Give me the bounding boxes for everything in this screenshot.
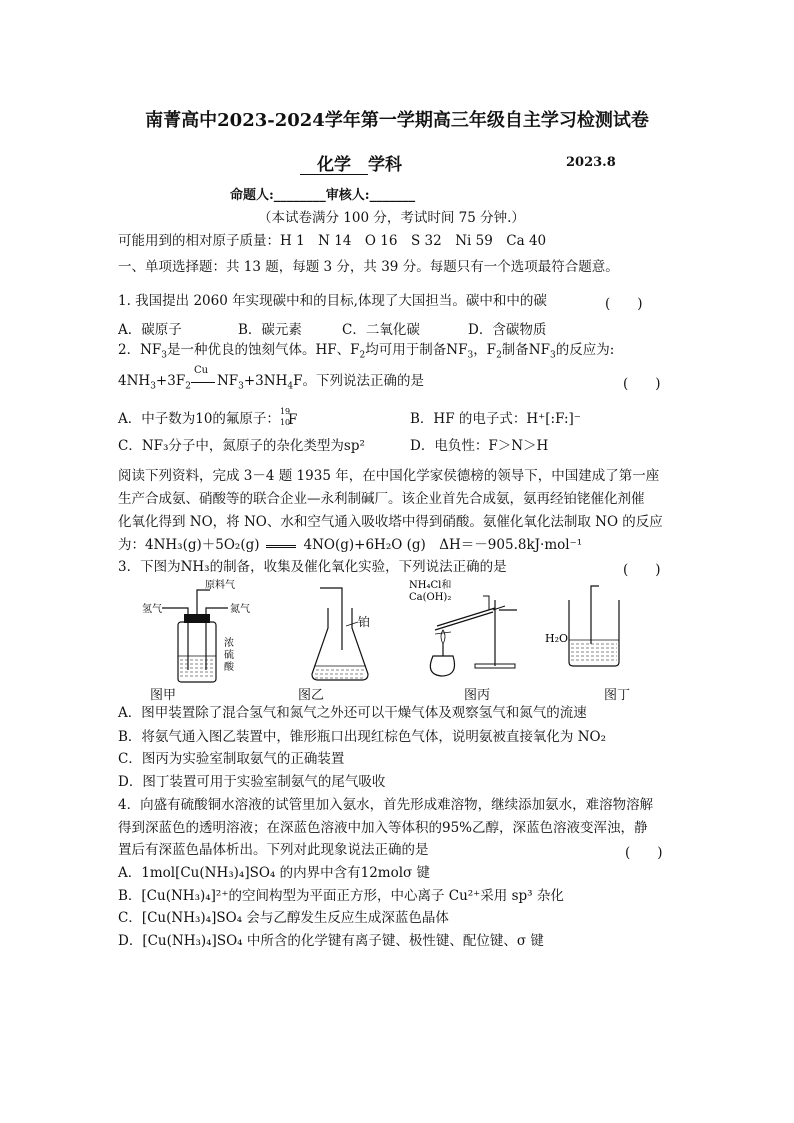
q2-option-c: C．NF₃分子中，氮原子的杂化类型为sp² <box>118 438 365 454</box>
q3-stem: 3．下图为NH₃的制备，收集及催化氧化实验，下列说法正确的是 <box>118 559 507 575</box>
q1-option-b: B．碳元素 <box>238 322 302 338</box>
subject-name: 化学 <box>317 155 351 175</box>
q4-option-c: C．[Cu(NH₃)₄]SO₄ 会与乙醇发生反应生成深蓝色晶体 <box>118 910 449 926</box>
q2-answer-paren: ( ) <box>623 376 661 392</box>
q4-answer-paren: ( ) <box>625 845 663 861</box>
figure-yi <box>300 578 390 688</box>
q4-option-d: D．[Cu(NH₃)₄]SO₄ 中所含的化学键有离子键、极性键、配位键、σ 键 <box>118 933 544 949</box>
passage-line-3: 化氧化得到 NO，将 NO、水和空气通入吸收塔中得到硝酸。氨催化氧化法制取 NO 的反应 <box>118 514 663 530</box>
fig-jia-label-acid3: 酸 <box>224 662 234 673</box>
caption-yi: 图乙 <box>298 688 325 703</box>
caption-jia: 图甲 <box>150 688 177 703</box>
passage-line-2: 生产合成氨、硝酸等的联合企业—永利制碱厂。该企业首先合成氨，氨再经铂铑催化剂催 <box>118 491 645 507</box>
q1-answer-paren: ( ) <box>605 296 643 312</box>
exam-info: （本试卷满分 100 分，考试时间 75 分钟.） <box>258 210 525 226</box>
q3-answer-paren: ( ) <box>623 562 661 578</box>
reaction-arrow <box>191 364 217 389</box>
authors-line: 命题人:________审核人:_______ <box>230 188 416 203</box>
q2-stem: 2．$NF_3$是一种优良的蚀刻气体。HF、$F_2$均可用于制备$NF_3$，$F_2$制备$NF_3$的反应为: <box>118 342 615 361</box>
q2-option-a: A．中子数为10的氟原子： 19 10 F <box>118 406 298 428</box>
caption-bing: 图丙 <box>464 688 491 703</box>
exam-date: 2023.8 <box>566 155 616 170</box>
q1-option-c: C．二氧化碳 <box>342 322 420 338</box>
fig-jia-label-n2: 氮气 <box>230 604 250 615</box>
q4-stem-3: 置后有深蓝色晶体析出。下列对此现象说法正确的是 <box>118 842 429 858</box>
q3-option-b: B．将氨气通入图乙装置中，锥形瓶口出现红棕色气体，说明氨被直接氧化为 NO₂ <box>118 729 607 745</box>
q1-option-a: A．碳原子 <box>118 322 182 338</box>
fig-jia-label-acid2: 硫 <box>224 650 234 661</box>
q1-option-d: D．含碳物质 <box>468 322 547 338</box>
subject-suffix: 学科 <box>368 155 402 175</box>
passage-line-1: 阅读下列资料，完成 3－4 题 1935 年，在中国化学家侯德榜的领导下，中国建成了第一座 <box>118 468 660 484</box>
atomic-masses: 可能用到的相对原子质量：H 1 N 14 O 16 S 32 Ni 59 Ca 40 <box>118 233 547 249</box>
q3-option-a: A．图甲装置除了混合氢气和氮气之外还可以干燥气体及观察氢气和氮气的流速 <box>118 705 587 721</box>
q2-option-d: D．电负性：F＞N＞H <box>410 438 549 454</box>
q4-stem-2: 得到深蓝色的透明溶液；在深蓝色溶液中加入等体积的95%乙醇，深蓝色溶液变浑浊，静 <box>118 820 648 836</box>
fig-bing-label-1: NH₄Cl和 <box>409 580 452 591</box>
q1-stem: 1. 我国提出 2060 年实现碳中和的目标,体现了大国担当。碳中和中的碳 <box>118 293 547 309</box>
fig-jia-label-h2: 氢气 <box>142 604 162 615</box>
figure-jia <box>140 578 250 688</box>
figure-ding <box>545 578 635 688</box>
passage-line-4: 为：4NH₃(g)＋5O₂(g) 4NO(g)+6H₂O (g) ΔH＝－905.8kJ·mol⁻¹ <box>118 537 583 553</box>
q4-option-a: A．1mol[Cu(NH₃)₄]SO₄ 的内界中含有12molσ 键 <box>118 865 431 881</box>
fig-yi-label-pt: 铂 <box>358 615 371 629</box>
q3-option-c: C．图丙为实验室制取氨气的正确装置 <box>118 751 345 767</box>
caption-ding: 图丁 <box>604 688 631 703</box>
catalyst-label: Cu <box>193 364 209 376</box>
exam-title: 南菁高中2023-2024学年第一学期高三年级自主学习检测试卷 <box>145 110 649 131</box>
equilibrium-arrow <box>260 541 304 551</box>
q2-equation: $4NH_3+3F_2$ Cu $NF_3+3NH_4F$。下列说法正确的是 <box>118 372 424 396</box>
q4-stem-1: 4．向盛有硫酸铜水溶液的试管里加入氨水，首先形成难溶物，继续添加氨水，难溶物溶解 <box>118 797 654 813</box>
figure-bing <box>405 578 530 688</box>
fig-jia-label-acid1: 浓 <box>224 638 234 649</box>
subject-line <box>300 150 402 175</box>
isotope-notation: 19 10 F <box>279 406 298 428</box>
fig-ding-label-water: H₂O <box>545 632 569 645</box>
fig-jia-label-raw: 原料气 <box>205 580 235 591</box>
fig-bing-label-2: Ca(OH)₂ <box>409 592 452 603</box>
q4-option-b: B．[Cu(NH₃)₄]²⁺的空间构型为平面正方形，中心离子 Cu²⁺采用 sp³ 杂化 <box>118 888 564 904</box>
q3-option-d: D．图丁装置可用于实验室制氨气的尾气吸收 <box>118 774 386 790</box>
q2-option-b: B．HF 的电子式：H⁺[:F:]⁻ <box>410 411 581 427</box>
section-heading: 一、单项选择题：共 13 题，每题 3 分，共 39 分。每题只有一个选项最符合题意。 <box>118 259 619 275</box>
